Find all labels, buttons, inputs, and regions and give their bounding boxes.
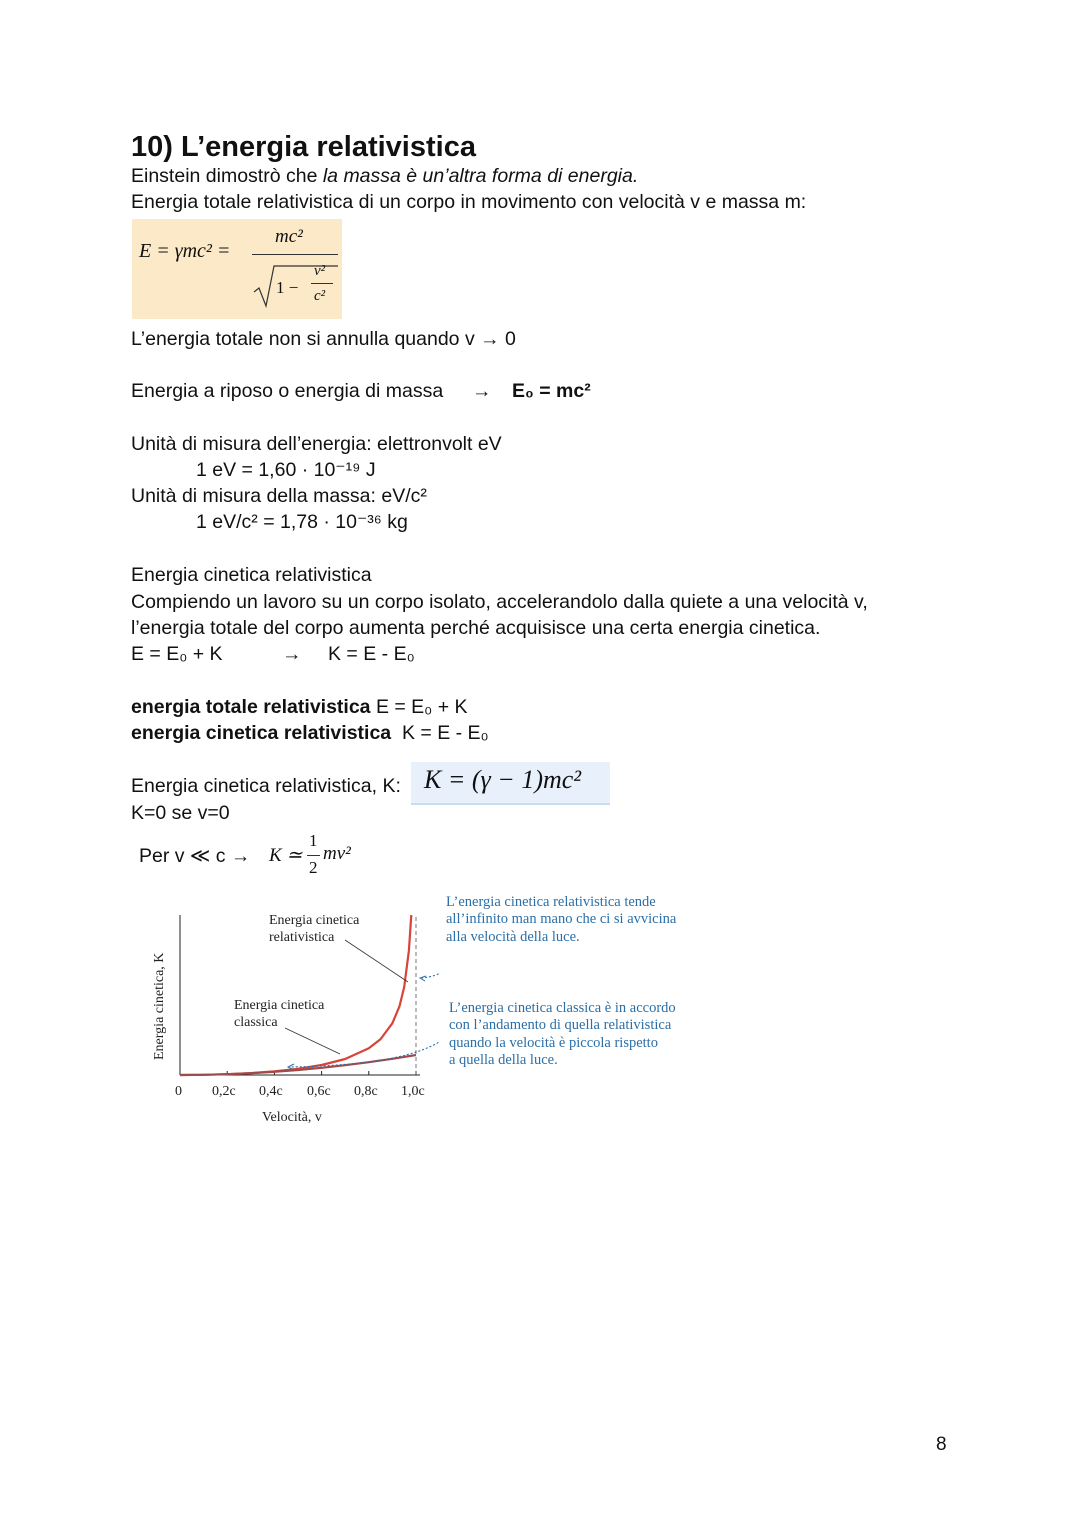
note1-arrowhead xyxy=(420,976,426,981)
kinetic-eq-arrow: → xyxy=(282,643,302,665)
intro-sentence xyxy=(131,163,638,189)
summary-kinetic-bold: energia cinetica relativistica xyxy=(131,722,392,744)
not-zero-statement: L’energia totale non si annulla quando v → 0 xyxy=(131,328,516,350)
note1-line2: all’infinito man mano che ci si avvicina xyxy=(446,911,677,927)
x-tick-5: 1,0c xyxy=(401,1084,425,1099)
rel-label-leader xyxy=(345,940,408,982)
kinetic-formula-label: Energia cinetica relativistica, K: xyxy=(131,775,401,797)
note1-pointer xyxy=(422,950,440,978)
summary-total-eq: E = E₀ + K xyxy=(370,696,468,718)
kinetic-title: Energia cinetica relativistica xyxy=(131,564,372,586)
mass-unit-label: Unità di misura della massa: eV/c² xyxy=(131,485,427,507)
chart-xlabel: Velocità, v xyxy=(262,1110,322,1125)
low-speed-fraction-bar xyxy=(307,855,320,856)
formula-total-numerator: mc² xyxy=(275,226,303,247)
note2-pointer xyxy=(290,1038,440,1067)
rest-energy-arrow: → xyxy=(472,380,492,402)
formula-root-den: c² xyxy=(314,288,326,304)
summary-total xyxy=(131,694,468,720)
note2-line2: con l’andamento di quella relativistica xyxy=(449,1017,672,1033)
note1-line1: L’energia cinetica relativistica tende xyxy=(446,894,656,910)
formula-root-num: v² xyxy=(314,263,326,279)
low-speed-rhs: mv² xyxy=(323,843,351,864)
cls-label-leader xyxy=(285,1028,340,1054)
note2-line4: a quella della luce. xyxy=(449,1052,558,1068)
energy-unit-label: Unità di misura dell’energia: elettronvolt eV xyxy=(131,433,502,455)
summary-kinetic-eq: K = E - E₀ xyxy=(391,722,489,744)
cls-label-line2: classica xyxy=(234,1015,278,1030)
mass-unit-value: 1 eV/c² = 1,78 · 10⁻³⁶ kg xyxy=(196,511,408,533)
kinetic-desc-line2: l’energia totale del corpo aumenta perché acquisisce una certa energia cinetica. xyxy=(131,617,821,639)
note2-line1: L’energia cinetica classica è in accordo xyxy=(449,1000,676,1016)
x-tick-2: 0,4c xyxy=(259,1084,283,1099)
kinetic-formula: K = (γ − 1)mc² xyxy=(424,765,582,794)
energy-unit-value: 1 eV = 1,60 · 10⁻¹⁹ J xyxy=(196,459,376,481)
kinetic-desc-line1: Compiendo un lavoro su un corpo isolato, accelerandolo dalla quiete a una velocità v, xyxy=(131,591,868,613)
section-heading: 10) L’energia relativistica xyxy=(131,131,476,163)
low-speed-lhs: K ≃ xyxy=(269,845,303,866)
series-line-1 xyxy=(180,1055,416,1075)
x-tick-0: 0 xyxy=(175,1084,182,1099)
chart-ylabel: Energia cinetica, K xyxy=(152,952,167,1060)
x-tick-3: 0,6c xyxy=(307,1084,331,1099)
total-energy-intro: Energia totale relativistica di un corpo in movimento con velocità v e massa m: xyxy=(131,191,807,213)
intro-prefix: Einstein dimostrò che xyxy=(131,165,323,187)
low-speed-den: 2 xyxy=(309,858,318,877)
note2-line3: quando la velocità è piccola rispetto xyxy=(449,1035,658,1051)
kinetic-zero: K=0 se v=0 xyxy=(131,802,230,824)
rest-energy-formula: E₀ = mc² xyxy=(512,380,591,402)
intro-italic: la massa è un’altra forma di energia. xyxy=(322,165,639,187)
formula-total-fraction-bar xyxy=(252,254,338,255)
x-tick-1: 0,2c xyxy=(212,1084,236,1099)
rest-energy-label: Energia a riposo o energia di massa xyxy=(131,380,444,402)
page-number: 8 xyxy=(936,1434,947,1455)
formula-root-fraction-bar xyxy=(311,283,333,284)
summary-total-bold: energia totale relativistica xyxy=(131,696,371,718)
formula-root-one: 1 − xyxy=(276,278,299,297)
formula-total-lhs: E = γmc² = xyxy=(139,240,231,262)
cls-label-line1: Energia cinetica xyxy=(234,998,325,1013)
note1-line3: alla velocità della luce. xyxy=(446,929,580,945)
low-speed-num: 1 xyxy=(309,831,318,850)
kinetic-eq-right: K = E - E₀ xyxy=(328,643,415,665)
low-speed-prefix: Per v ≪ c → xyxy=(139,845,251,867)
rel-label-line1: Energia cinetica xyxy=(269,913,360,928)
summary-kinetic xyxy=(131,720,489,746)
kinetic-eq-left: E = E₀ + K xyxy=(131,643,223,665)
x-tick-4: 0,8c xyxy=(354,1084,378,1099)
rel-label-line2: relativistica xyxy=(269,930,335,945)
